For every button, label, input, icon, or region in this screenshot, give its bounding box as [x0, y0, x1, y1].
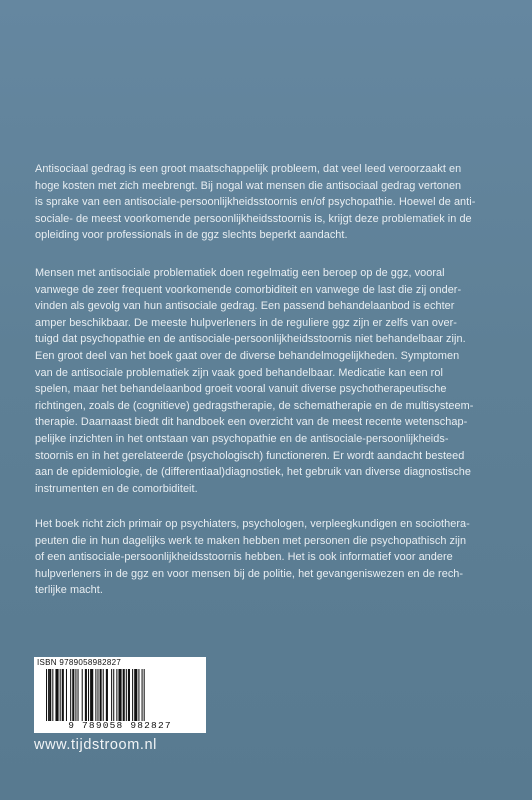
treatment-line: vanwege de zeer frequent voorkomende comorbiditeit en vanwege de last die zij onder- [35, 283, 462, 296]
publisher-website-link[interactable]: www.tijdstroom.nl [34, 737, 158, 753]
audience-line: peuten die in hun dagelijks werk te maken hebben met personen die psychopathisch zijn [35, 534, 467, 547]
intro-line: is sprake van een antisociale-persoonlijkheidsstoornis en/of psychopathie. Hoewel de anti- [35, 196, 476, 209]
treatment-line: therapie. Daarnaast biedt dit handboek een overzicht van de meest recente wetenschap- [35, 416, 468, 429]
intro-line: Antisociaal gedrag is een groot maatschappelijk probleem, dat veel leed veroorzaakt en [35, 163, 462, 175]
isbn-label: ISBN 9789058982827 [37, 658, 122, 667]
audience-line: terlijke macht. [35, 584, 103, 597]
treatment-line: Een groot deel van het boek gaat over de diverse behandelmogelijkheden. Symptomen [35, 349, 460, 362]
treatment-line: tuigd dat psychopathie en de antisociale-persoonlijkheidsstoornis niet behandelbaar zijn. [35, 333, 466, 346]
blurb-paragraph-audience [35, 516, 500, 599]
treatment-line: amper beschikbaar. De meeste hulpverleners in de reguliere ggz zijn er zelfs van over- [35, 316, 457, 329]
audience-line: of een antisociale-persoonlijkheidsstoornis hebben. Het is ook informatief voor andere [35, 551, 453, 564]
audience-line: Het boek richt zich primair op psychiaters, psychologen, verpleegkundigen en sociothera- [35, 518, 470, 530]
blurb-paragraph-intro [35, 161, 500, 244]
treatment-line: richtingen, zoals de (cognitieve) gedragstherapie, de schematherapie en de multisysteem- [35, 399, 474, 412]
treatment-line: Mensen met antisociale problematiek doen regelmatig een beroep op de ggz, vooral [35, 267, 445, 279]
barcode-digits: 9 789058 982827 [68, 720, 172, 731]
blurb-paragraph-treatment [35, 265, 500, 497]
treatment-line: pelijke inzichten in het ontstaan van psychopathie en de antisociale-persoonlijkheids- [35, 432, 449, 445]
treatment-line: instrumenten en de comorbiditeit. [35, 482, 198, 495]
treatment-line: vinden als gevolg van hun antisociale gedrag. Een passend behandelaanbod is echter [35, 300, 455, 313]
treatment-line: van de antisociale problematiek zijn vaak goed behandelbaar. Medicatie kan een rol [35, 366, 443, 379]
audience-line: hulpverleners in de ggz en voor mensen bij de politie, het gevangeniswezen en de rech- [35, 567, 464, 580]
treatment-line: spelen, maar het behandelaanbod groeit vooral vanuit diverse psychotherapeutische [35, 383, 447, 396]
barcode-bars-icon [44, 669, 200, 721]
intro-line: hoge kosten met zich meebrengt. Bij nogal wat mensen die antisociaal gedrag vertonen [35, 179, 462, 192]
treatment-line: stoornis en in het gerelateerde (psychologisch) functioneren. Er wordt aandacht besteed [35, 449, 465, 462]
intro-line: sociale- de meest voorkomende persoonlijkheidsstoornis is, krijgt deze problematiek in de [35, 212, 472, 225]
treatment-line: aan de epidemiologie, de (differentiaal)diagnostiek, het gebruik van diverse diagnostische [35, 466, 471, 479]
isbn-barcode [34, 657, 206, 733]
intro-line: opleiding voor professionals in de ggz slechts beperkt aandacht. [35, 229, 348, 242]
